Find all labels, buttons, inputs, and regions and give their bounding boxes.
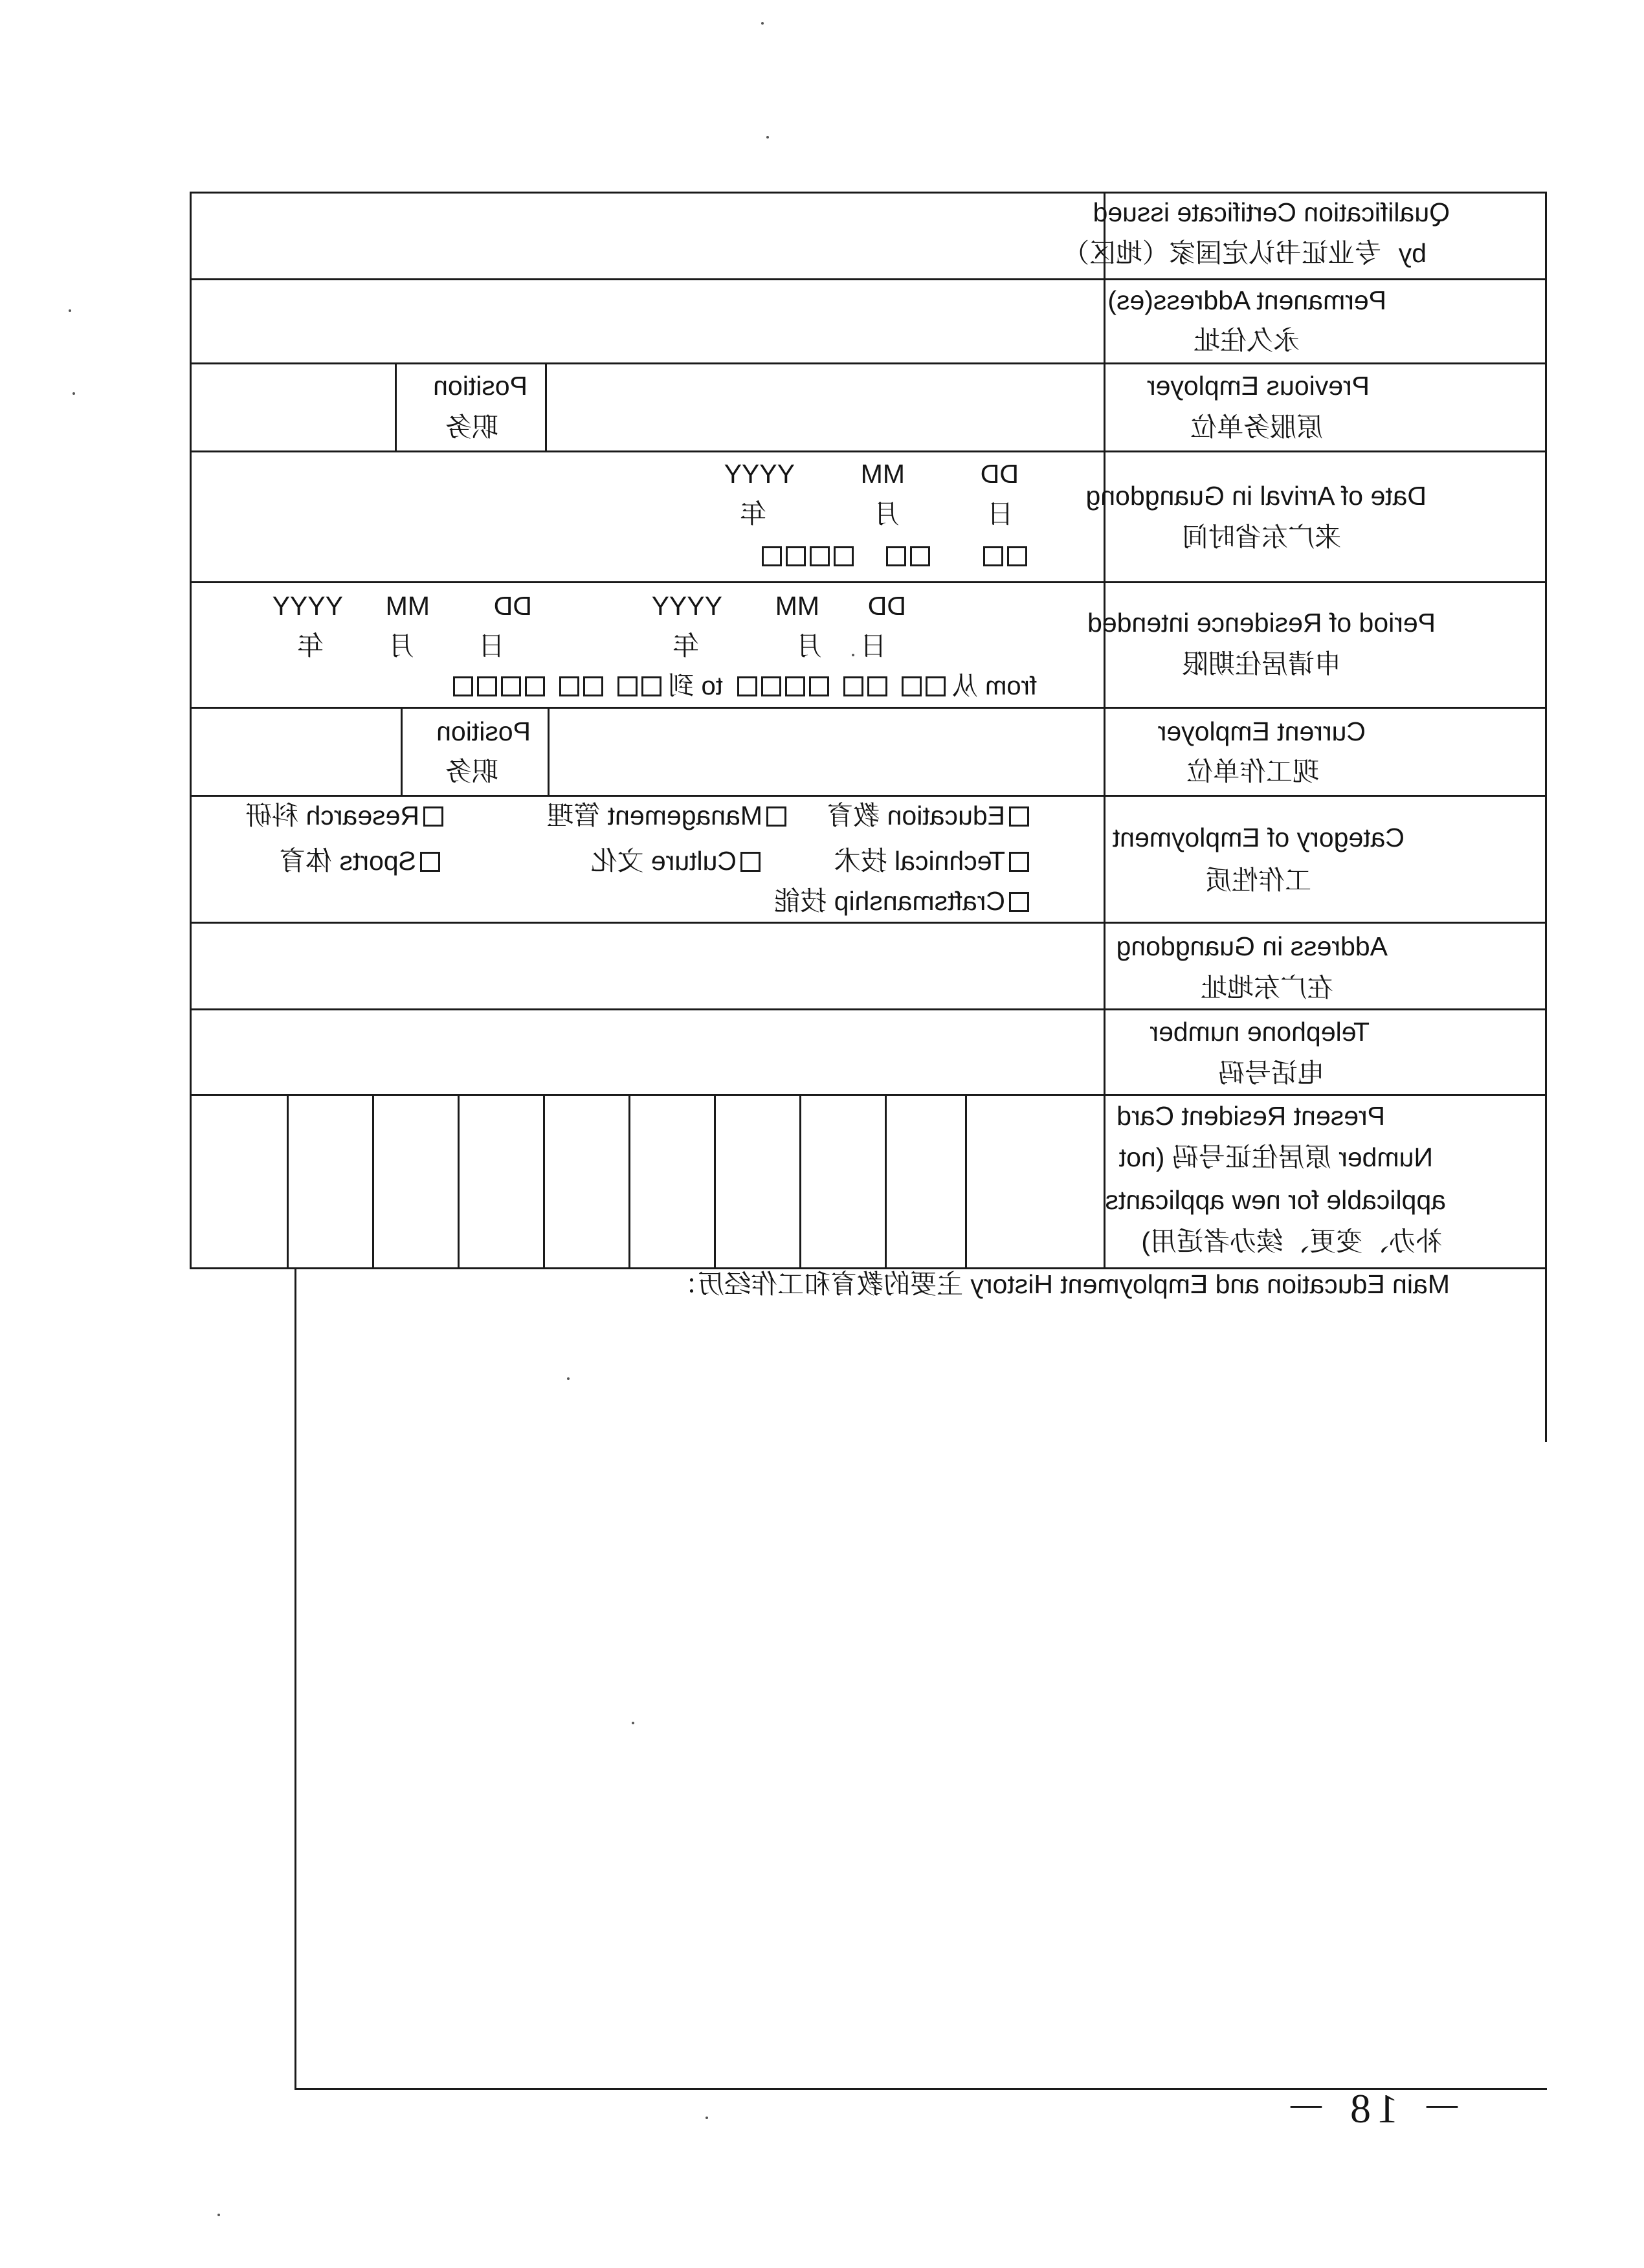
telephone-label-zh: 电话号码 xyxy=(1218,1058,1324,1088)
checkbox[interactable] xyxy=(983,546,1003,566)
period-from-nian: 年 xyxy=(672,631,699,661)
category-option-sports[interactable] xyxy=(279,848,440,874)
current-employer-label-zh: 现工作单位 xyxy=(1186,757,1319,786)
arrival-date-boxes[interactable] xyxy=(758,542,1027,569)
checkbox[interactable] xyxy=(786,546,806,566)
card-digit-divider xyxy=(628,1094,630,1267)
checkbox[interactable] xyxy=(740,852,761,872)
previous-position-label-zh: 职务 xyxy=(445,412,498,442)
row-line xyxy=(190,1008,1547,1010)
row-line xyxy=(190,922,1547,924)
previous-employer-label-en: Previous Employer xyxy=(1146,371,1370,401)
category-option-label: Craftsmanship 技能 xyxy=(773,886,1005,916)
card-digit-divider xyxy=(714,1094,716,1267)
card-digit-divider xyxy=(543,1094,545,1267)
category-option-label: Education 教育 xyxy=(827,801,1005,830)
checkbox[interactable] xyxy=(501,676,521,696)
position-cell-left xyxy=(545,362,547,450)
scan-speck xyxy=(72,392,75,395)
checkbox[interactable] xyxy=(867,676,887,696)
period-from-mm: MM xyxy=(775,591,819,621)
arrival-nian: 年 xyxy=(740,499,766,529)
employment-category-label-en: Category of Employment xyxy=(1112,823,1405,852)
scan-speck xyxy=(632,1722,634,1724)
scan-speck xyxy=(217,2214,220,2216)
checkbox[interactable] xyxy=(810,546,830,566)
checkbox[interactable] xyxy=(926,676,946,696)
current-employer-label-en: Current Employer xyxy=(1157,717,1366,746)
qualification-label-zh: 专业证书认定国家（地区） xyxy=(1063,238,1381,268)
checkbox[interactable] xyxy=(423,806,443,827)
checkbox[interactable] xyxy=(525,676,545,696)
resident-card-label-line2: Number 原居住证号码 (not xyxy=(1118,1142,1433,1172)
checkbox[interactable] xyxy=(1009,852,1029,872)
checkbox[interactable] xyxy=(559,676,579,696)
previous-employer-label-zh: 原服务单位 xyxy=(1190,412,1323,442)
history-label: Main Education and Employment History 主要的教育和工作经历： xyxy=(671,1269,1450,1299)
card-digit-divider xyxy=(287,1094,289,1267)
scan-speck xyxy=(69,309,71,312)
checkbox[interactable] xyxy=(809,676,829,696)
row-line xyxy=(190,278,1547,280)
row-line xyxy=(190,1094,1547,1096)
period-to-label: to 到 xyxy=(668,672,723,700)
checkbox[interactable] xyxy=(910,546,930,566)
checkbox[interactable] xyxy=(583,676,603,696)
checkbox[interactable] xyxy=(617,676,638,696)
arrival-ri: 日 xyxy=(987,499,1014,529)
card-digit-divider xyxy=(799,1094,801,1267)
current-position-label-en: Position xyxy=(436,717,531,746)
arrival-mm: MM xyxy=(860,459,905,489)
current-position-label-zh: 职务 xyxy=(445,757,498,786)
arrival-yue: 月 xyxy=(873,499,900,529)
checkbox[interactable] xyxy=(1009,806,1029,827)
period-to-yue: 月 xyxy=(388,631,414,661)
row-line xyxy=(190,707,1547,709)
resident-card-label-line1: Present Resident Card xyxy=(1116,1101,1385,1131)
telephone-label-en: Telephone number xyxy=(1150,1017,1370,1047)
permanent-address-label-en: Permanent Address(es) xyxy=(1107,285,1386,315)
category-option-culture[interactable] xyxy=(590,848,761,874)
period-from-label: from 从 xyxy=(951,672,1037,700)
card-digit-divider xyxy=(965,1094,967,1267)
checkbox[interactable] xyxy=(761,676,781,696)
checkbox[interactable] xyxy=(453,676,473,696)
category-option-label: Management 管理 xyxy=(547,801,762,830)
arrival-yyyy: YYYY xyxy=(724,459,795,489)
checkbox[interactable] xyxy=(1007,546,1027,566)
checkbox[interactable] xyxy=(762,546,782,566)
period-from-dd: DD xyxy=(867,591,906,621)
period-to-nian: 年 xyxy=(297,631,324,661)
frame-right-lower xyxy=(294,1267,296,2089)
checkbox[interactable] xyxy=(886,546,906,566)
period-from-yyyy: YYYY xyxy=(651,591,722,621)
checkbox[interactable] xyxy=(902,676,922,696)
frame-right xyxy=(190,192,192,1269)
frame-label-divider xyxy=(1104,192,1105,1269)
position-cell-right xyxy=(401,707,403,795)
checkbox[interactable] xyxy=(737,676,757,696)
period-to-mm: MM xyxy=(385,591,430,621)
checkbox[interactable] xyxy=(785,676,805,696)
checkbox[interactable] xyxy=(1009,892,1029,912)
qualification-label-by: by xyxy=(1398,238,1427,268)
period-from-yue: 月 xyxy=(795,631,822,661)
scan-speck xyxy=(761,22,764,25)
period-to-ri: 日 xyxy=(478,631,505,661)
row-line xyxy=(190,795,1547,797)
arrival-date-label-zh: 来广东省时间 xyxy=(1182,522,1341,552)
scan-speck xyxy=(852,654,854,656)
scan-speck xyxy=(766,136,769,139)
card-digit-divider xyxy=(372,1094,374,1267)
period-to-yyyy: YYYY xyxy=(272,591,343,621)
resident-card-label-line3: applicable for new applicants xyxy=(1105,1185,1446,1215)
category-option-education[interactable] xyxy=(827,803,1029,829)
row-line xyxy=(190,450,1547,452)
category-option-label: Technical 技术 xyxy=(834,846,1005,876)
card-digit-divider xyxy=(458,1094,460,1267)
row-line xyxy=(190,581,1547,583)
checkbox[interactable] xyxy=(477,676,497,696)
checkbox[interactable] xyxy=(766,806,786,827)
residence-period-label-zh: 申请居住期限 xyxy=(1182,649,1341,679)
checkbox[interactable] xyxy=(834,546,854,566)
resident-card-label-line4: 补办、变更、续办者适用) xyxy=(1141,1227,1442,1256)
category-option-label: Sports 体育 xyxy=(279,846,416,876)
row-line xyxy=(190,362,1547,364)
arrival-dd: DD xyxy=(980,459,1019,489)
address-gd-label-zh: 在广东地址 xyxy=(1201,973,1333,1003)
category-option-label: Culture 文化 xyxy=(590,846,737,876)
checkbox[interactable] xyxy=(843,676,863,696)
frame-left xyxy=(1545,192,1547,1442)
category-option-management[interactable] xyxy=(547,803,786,829)
position-cell-left xyxy=(548,707,550,795)
period-to-dd: DD xyxy=(493,591,532,621)
scan-speck xyxy=(705,2117,708,2119)
checkbox[interactable] xyxy=(641,676,661,696)
arrival-date-label-en: Date of Arrival in Guangdong xyxy=(1085,481,1427,511)
row-line xyxy=(190,192,1547,194)
category-option-craftsmanship[interactable] xyxy=(773,888,1029,915)
position-cell-right xyxy=(395,362,397,450)
period-date-boxes[interactable] xyxy=(449,673,1037,699)
category-option-label: Research 科研 xyxy=(245,801,419,830)
checkbox[interactable] xyxy=(420,852,440,872)
category-option-technical[interactable] xyxy=(834,848,1029,874)
page-number: － 18 － xyxy=(1279,2085,1463,2131)
scan-speck xyxy=(567,1377,570,1380)
qualification-label-en: Qualification Certificate issued xyxy=(1093,197,1450,227)
employment-category-label-zh: 工作性质 xyxy=(1205,865,1311,895)
residence-period-label-en: Period of Residence intended xyxy=(1087,608,1436,638)
card-digit-divider xyxy=(885,1094,887,1267)
previous-position-label-en: Position xyxy=(433,371,528,401)
address-gd-label-en: Address in Guangdong xyxy=(1116,931,1388,961)
period-from-ri: 日 xyxy=(860,631,887,661)
permanent-address-label-zh: 永久住址 xyxy=(1194,326,1300,355)
category-option-research[interactable] xyxy=(245,803,443,829)
